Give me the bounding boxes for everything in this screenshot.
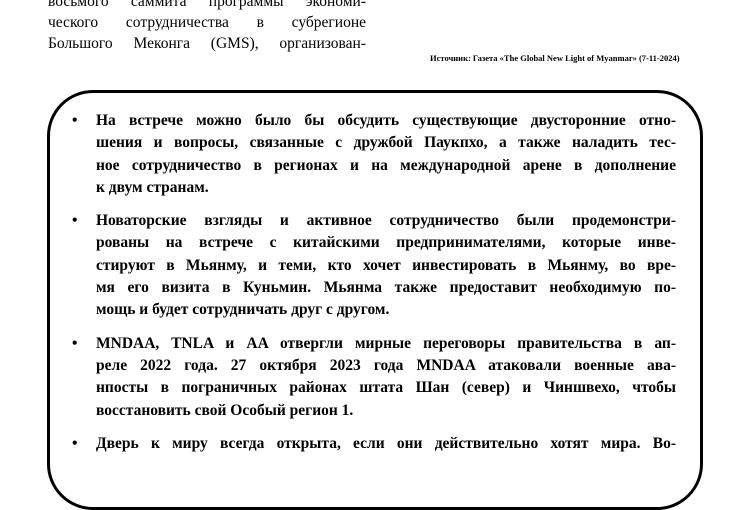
article-text-line: восьмого саммита программы экономи- <box>48 0 366 10</box>
bullet-text-line: стируют в Мьянму, и теми, кто хочет инвестировать в Мьянму, во вре- <box>96 256 676 274</box>
bullet-text-line: ное сотрудничество в регионах и на международной арене в дополнение <box>96 156 676 174</box>
bullet-item <box>70 333 676 422</box>
bullet-item <box>70 433 676 455</box>
source-caption: Источник: Газета «The Global New Light of Myanmar» (7-11-2024) <box>430 53 680 63</box>
bullet-icon: • <box>72 212 78 230</box>
bullet-icon: • <box>72 334 78 352</box>
bullet-text-line: MNDAA, TNLA и AA отвергли мирные переговоры правительства в ап- <box>96 334 676 352</box>
article-text-line: ческого сотрудничества в субрегионе <box>48 14 366 31</box>
article-text <box>48 0 366 54</box>
bullet-text-line: шения и вопросы, связанные с дружбой Паукпхо, а также наладить тес- <box>96 134 676 152</box>
article-text-line: Большого Меконга (GMS), организован- <box>48 35 366 52</box>
bullet-text-line: к двум странам. <box>96 178 209 196</box>
bullet-list <box>70 110 676 466</box>
bullet-text-line: мя его визита в Куньмин. Мьянма также предоставит необходимую по- <box>96 279 676 297</box>
bullet-text-line: реле 2022 года. 27 октября 2023 года MNDAA атаковали военные ава- <box>96 356 676 374</box>
bullet-icon: • <box>72 112 78 129</box>
bullet-text-line: нпосты в пограничных районах штата Шан (север) и Чиншвехо, чтобы <box>96 379 676 397</box>
bullet-item <box>70 210 676 321</box>
bullet-icon: • <box>72 434 78 452</box>
bullet-item <box>70 110 676 199</box>
bullet-text-line: мощь и будет сотрудничать друг с другом. <box>96 301 390 319</box>
bullet-text-line: рованы на встрече с китайскими предпринимателями, которые инве- <box>96 234 676 252</box>
bullet-text-line: Дверь к миру всегда открыта, если они действительно хотят мира. Во- <box>96 434 676 452</box>
bullet-text-line: Новаторские взгляды и активное сотрудничество были продемонстри- <box>96 212 676 230</box>
bullet-text-line: На встрече можно было бы обсудить существующие двусторонние отно- <box>96 112 676 129</box>
bullet-text-line: восстановить свой Особый регион 1. <box>96 401 354 419</box>
